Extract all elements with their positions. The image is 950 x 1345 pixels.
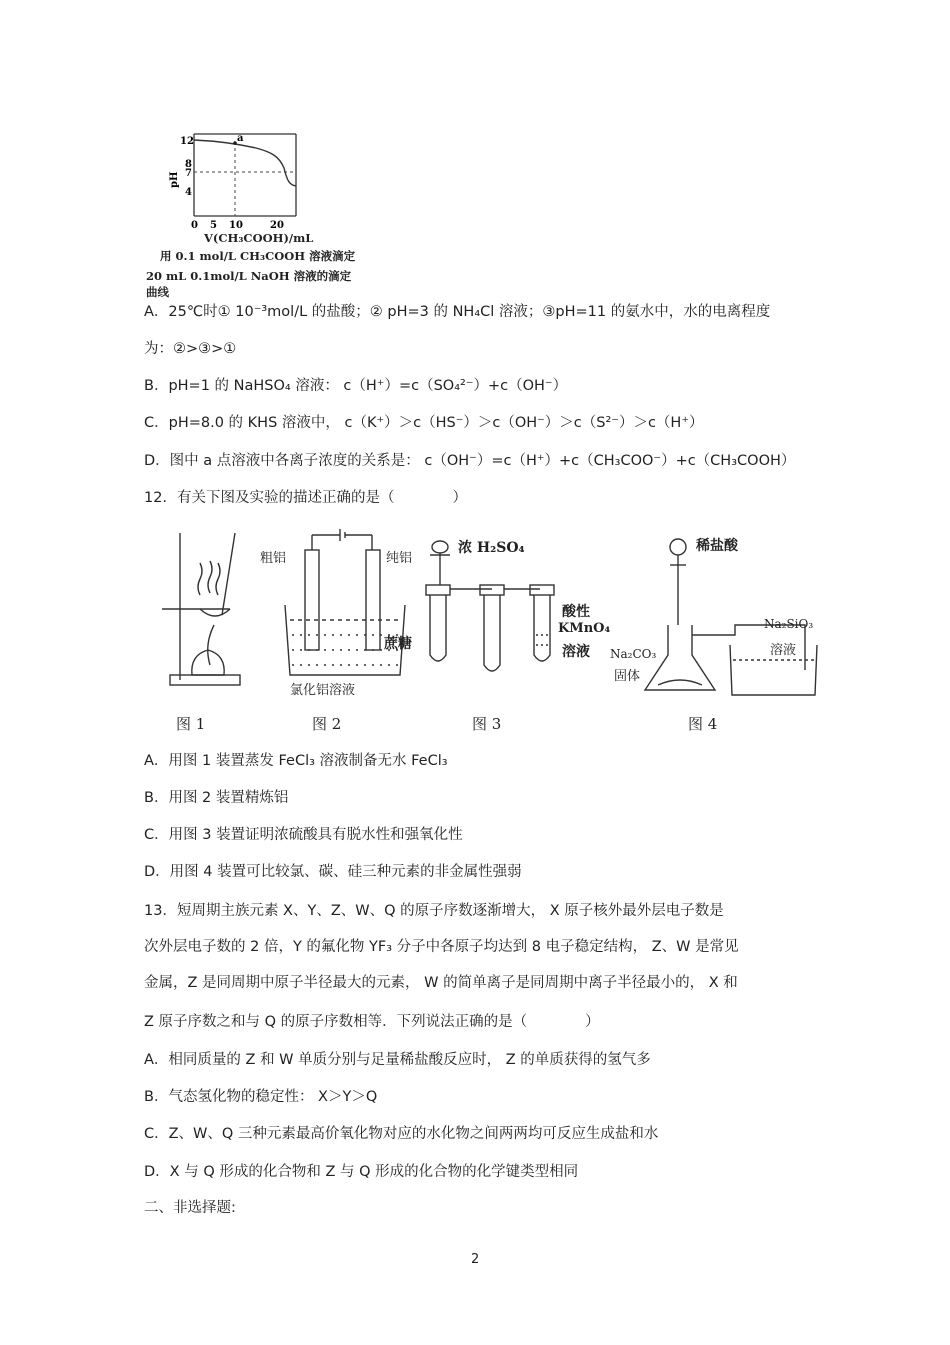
fig4-na2sio3-label-1: Na₂SiO₃ [764, 617, 814, 631]
fig2-label: 图 2 [312, 715, 342, 733]
x-tick-0: 0 [191, 220, 198, 231]
fig4-na2co3-label-2: 固体 [614, 669, 641, 684]
q13-option-c: C．Z、W、Q 三种元素最高价氧化物对应的水化物之间两两均可反应生成盐和水 [144, 1126, 659, 1142]
y-tick-4: 4 [185, 187, 192, 198]
q13-option-a: A．相同质量的 Z 和 W 单质分别与足量稀盐酸反应时， Z 的单质获得的氢气多 [144, 1052, 651, 1068]
chart-caption-line2: 20 mL 0.1mol/L NaOH 溶液的滴定曲线 [146, 269, 352, 299]
ph-curve [194, 140, 296, 186]
fig2-pure-al-label: 纯铝 [386, 551, 413, 566]
q13-option-d: D．X 与 Q 形成的化合物和 Z 与 Q 形成的化合物的化学键类型相同 [144, 1164, 579, 1180]
q13-stem-line1: 13．短周期主族元素 X、Y、Z、W、Q 的原子序数逐渐增大， X 原子核外最外层电子数是 [144, 903, 724, 919]
fig4-label: 图 4 [688, 715, 718, 733]
q11-option-a-line2: 为：②>③>① [144, 341, 237, 357]
chart-caption-line1: 用 0.1 mol/L CH₃COOH 溶液滴定 [160, 249, 356, 263]
y-tick-12: 12 [180, 136, 194, 147]
q11-option-d: D．图中 a 点溶液中各离子浓度的关系是： c（OH⁻）=c（H⁺）+c（CH₃COO⁻）+c（CH₃COOH） [144, 453, 796, 469]
q11-option-c: C．pH=8.0 的 KHS 溶液中， c（K⁺）＞c（HS⁻）＞c（OH⁻）＞c（S²⁻）＞c（H⁺） [144, 415, 704, 431]
fig3-acid-label: 浓 H₂SO₄ [458, 540, 525, 556]
fig4-na2co3-label-1: Na₂CO₃ [610, 647, 657, 661]
fig1-label: 图 1 [176, 715, 206, 733]
q12-option-c: C．用图 3 装置证明浓硫酸具有脱水性和强氧化性 [144, 827, 463, 843]
q13-stem-line2: 次外层电子数的 2 倍，Y 的氟化物 YF₃ 分子中各原子均达到 8 电子稳定结构， Z、W 是常见 [144, 939, 739, 955]
fig3-kmno4-label-3: 溶液 [562, 644, 590, 660]
fig4-na2sio3-label-2: 溶液 [770, 643, 797, 658]
x-tick-20: 20 [270, 220, 284, 231]
q13-option-b: B．气态氢化物的稳定性： X＞Y＞Q [144, 1089, 378, 1105]
q11-option-a-line1: A．25℃时① 10⁻³mol/L 的盐酸；② pH=3 的 NH₄Cl 溶液；③pH=11 的氨水中，水的电离程度 [144, 304, 771, 320]
y-tick-7: 7 [185, 168, 192, 179]
fig4-acid-label: 稀盐酸 [696, 538, 738, 554]
q12-option-b: B．用图 2 装置精炼铝 [144, 790, 289, 806]
q11-option-b: B．pH=1 的 NaHSO₄ 溶液： c（H⁺）=c（SO₄²⁻）+c（OH⁻） [144, 378, 568, 394]
q12-stem: 12．有关下图及实验的描述正确的是（ ） [144, 490, 467, 506]
ph-titration-figure [146, 128, 356, 299]
apparatus-figures [140, 525, 820, 740]
q13-stem-line4: Z 原子序数之和与 Q 的原子序数相等．下列说法正确的是（ ） [144, 1014, 600, 1030]
q12-option-a: A．用图 1 装置蒸发 FeCl₃ 溶液制备无水 FeCl₃ [144, 753, 448, 769]
y-axis-label: pH [169, 171, 180, 188]
section-heading: 二、非选择题: [144, 1200, 236, 1216]
ph-curve-chart [146, 128, 356, 236]
page-number: 2 [471, 1252, 480, 1267]
fig1-apparatus [162, 533, 240, 685]
fig2-solution-label: 氯化铝溶液 [290, 683, 356, 698]
fig3-sugar-label: 蔗糖 [384, 636, 412, 652]
q12-option-d: D．用图 4 装置可比较氯、碳、硅三种元素的非金属性强弱 [144, 864, 522, 880]
x-tick-5: 5 [210, 220, 217, 231]
fig3-kmno4-label-2: KMnO₄ [558, 621, 611, 636]
fig3-apparatus [426, 541, 554, 671]
fig3-label: 图 3 [472, 715, 502, 733]
x-tick-10: 10 [229, 220, 243, 231]
y-tick-8: 8 [185, 159, 192, 170]
q13-stem-line3: 金属，Z 是同周期中原子半径最大的元素， W 的简单离子是同周期中离子半径最小的， X 和 [144, 975, 738, 991]
fig2-crude-al-label: 粗铝 [260, 551, 287, 566]
point-a-label: a [237, 133, 244, 144]
fig3-kmno4-label-1: 酸性 [562, 604, 590, 620]
x-axis-label: V(CH₃COOH)/mL [204, 231, 314, 245]
